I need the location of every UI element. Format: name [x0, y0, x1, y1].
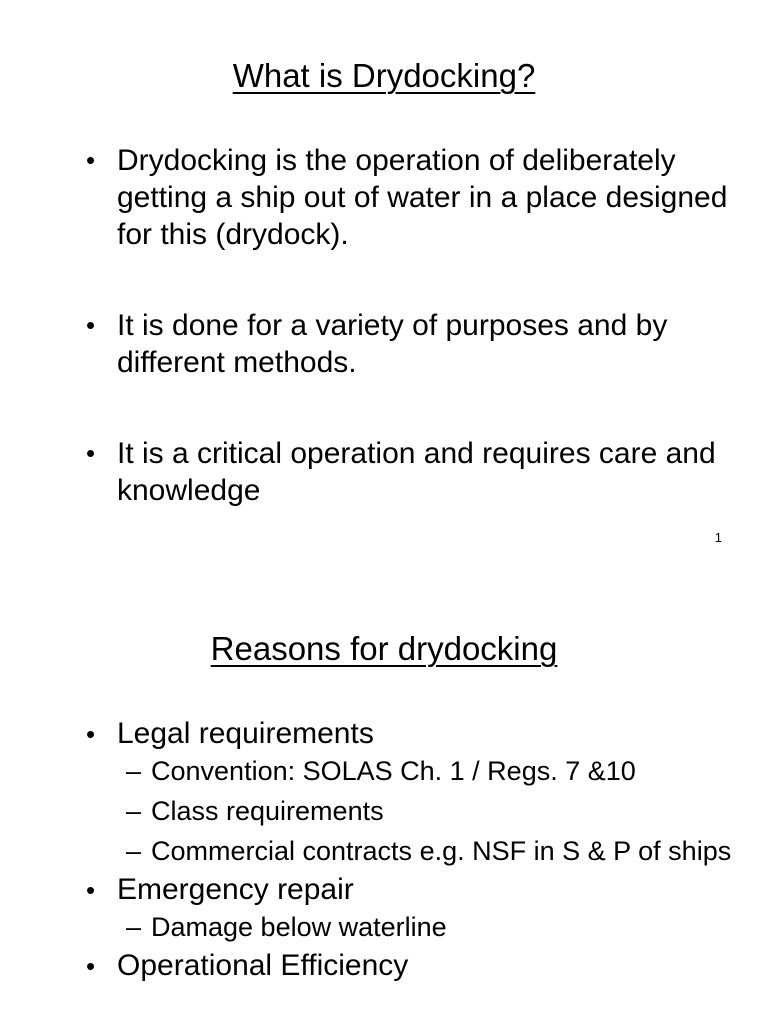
bullet-icon: • [86, 310, 96, 340]
dash-icon: – [126, 836, 142, 866]
dash-icon: – [126, 796, 142, 826]
bullet-list [86, 142, 736, 563]
bullet-icon: • [86, 951, 96, 981]
slide-reasons-for-drydocking [0, 560, 768, 1024]
page-number: 1 [714, 530, 722, 545]
bullet-icon: • [86, 438, 96, 468]
dash-icon: – [126, 912, 142, 942]
bullet-item [86, 307, 736, 381]
sub-bullet-item [126, 911, 736, 943]
sub-bullet-item [126, 795, 736, 827]
bullet-icon: • [86, 145, 96, 175]
bullet-item [86, 142, 736, 253]
bullet-item [86, 947, 736, 985]
bullet-text: Emergency repair [117, 873, 354, 906]
bullet-text: It is a critical operation and requires care and knowledge [117, 437, 716, 507]
sub-bullet-text: Commercial contracts e.g. NSF in S & P of ships [151, 836, 732, 866]
sub-bullet-item [126, 835, 736, 867]
bullet-item [86, 871, 736, 943]
sub-bullet-text: Damage below waterline [151, 912, 447, 942]
bullet-icon: • [86, 875, 96, 905]
slide-title: Reasons for drydocking [210, 630, 558, 667]
bullet-text: Operational Efficiency [117, 949, 409, 982]
sub-bullet-list [126, 911, 736, 943]
sub-bullet-item [126, 755, 736, 787]
sub-bullet-text: Class requirements [151, 796, 384, 826]
bullet-list [86, 715, 736, 985]
bullet-text: It is done for a variety of purposes and by different methods. [117, 309, 668, 379]
sub-bullet-list [126, 755, 736, 867]
bullet-text: Legal requirements [117, 717, 374, 750]
slide-title: What is Drydocking? [232, 57, 536, 94]
sub-bullet-text: Convention: SOLAS Ch. 1 / Regs. 7 &10 [151, 756, 636, 786]
bullet-item [86, 435, 736, 509]
bullet-icon: • [86, 719, 96, 749]
bullet-text: Drydocking is the operation of deliberately getting a ship out of water in a place designed for this (drydock). [117, 144, 728, 251]
dash-icon: – [126, 756, 142, 786]
bullet-item [86, 715, 736, 867]
